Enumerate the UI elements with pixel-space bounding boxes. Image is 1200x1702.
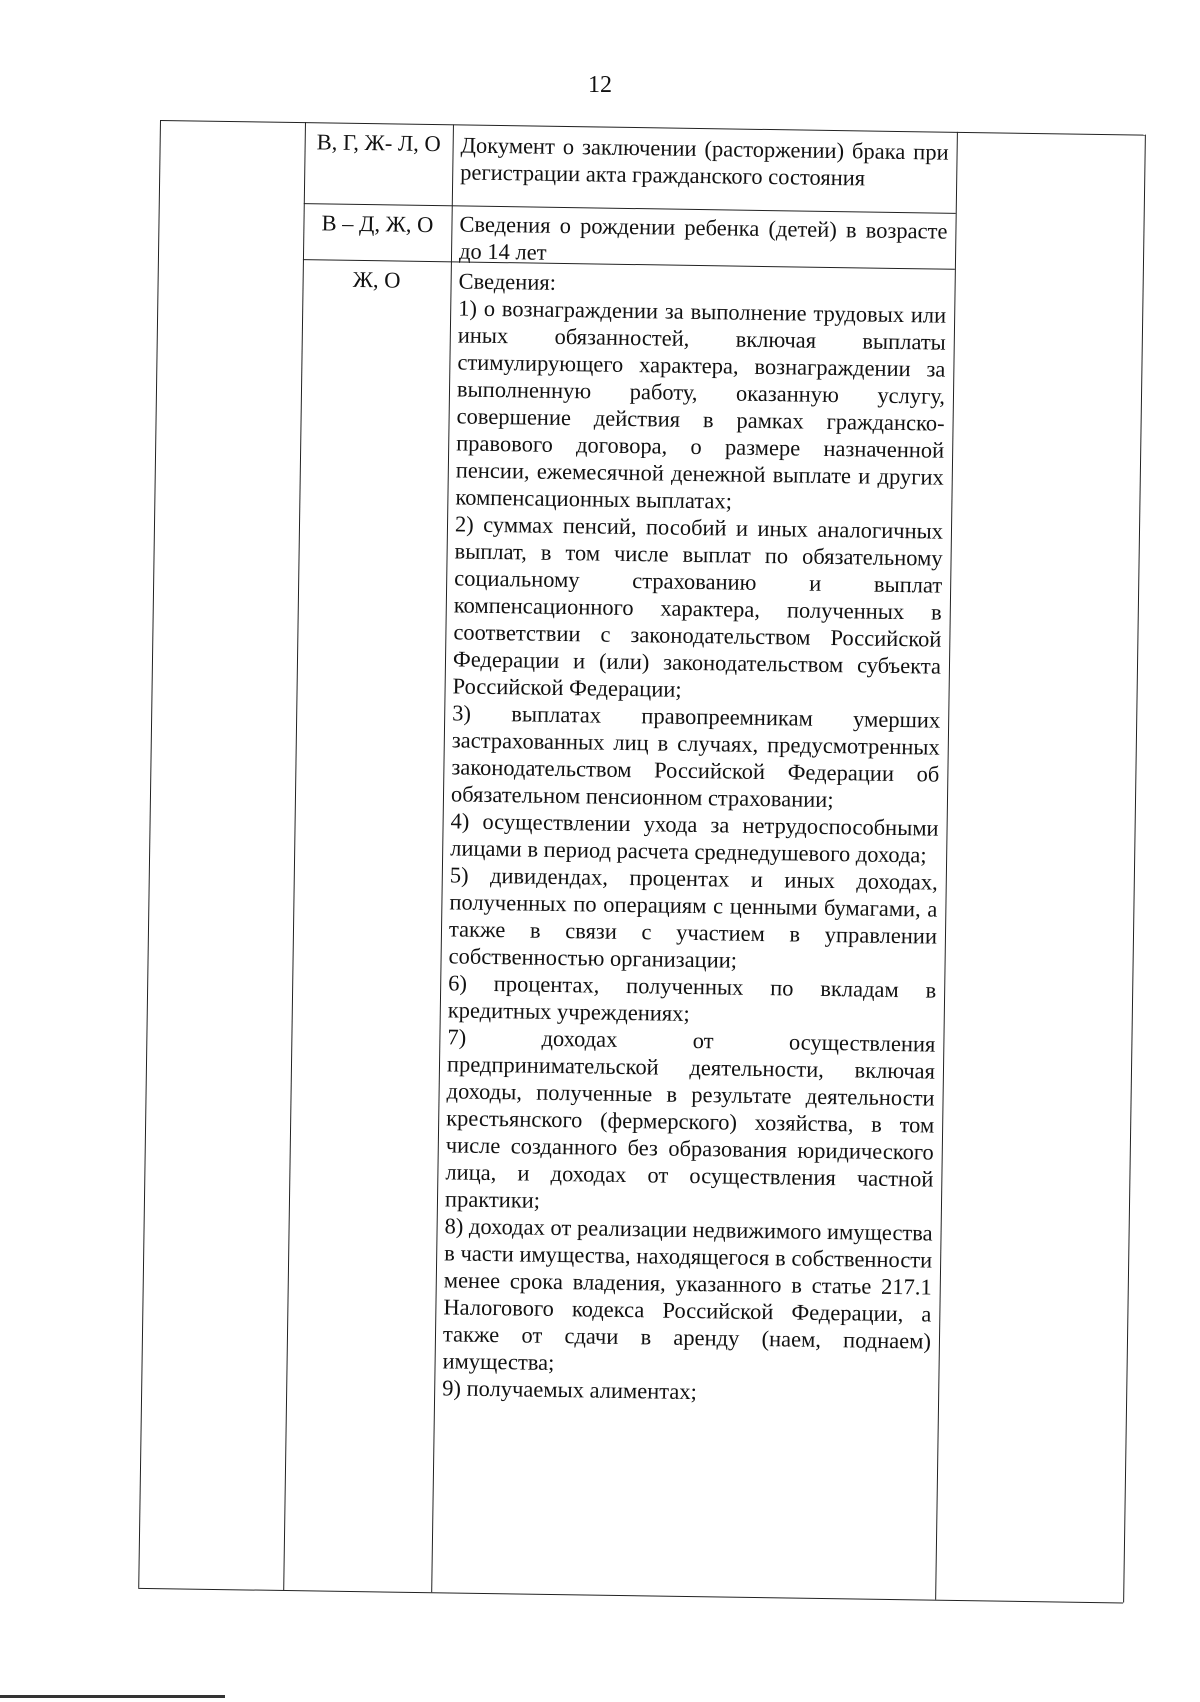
table-border-left xyxy=(138,120,161,1588)
table-border-bottom xyxy=(138,1588,1123,1604)
list-item: 1) о вознаграждении за выполнение трудовых или иных обязанностей, включая выплаты стимулирующего характера, вознаграждении за выполненную работу, оказанную услугу, совершение действия в рамках гражданско-правового договора, о размере назначенной пенсии, ежемесячной денежной выплате и других компенсационных выплатах; xyxy=(455,295,947,514)
row-1-description: Документ о заключении (расторжении) брака при регистрации акта гражданского состояния xyxy=(460,132,949,191)
row-2-codes: В – Д, Ж, О xyxy=(321,210,434,238)
page-number: 12 xyxy=(588,72,612,98)
document-table xyxy=(138,120,1145,1602)
list-item: 5) дивидендах, процентах и иных доходах, полученных по операциям с ценными бумагами, а также в связи с участием в управлении собственностью организации; xyxy=(448,862,938,973)
row-3-heading: Сведения: xyxy=(458,268,557,295)
row-2-description: Сведения о рождении ребенка (детей) в возрасте до 14 лет xyxy=(458,211,948,265)
list-item: 2) суммах пенсий, пособий и иных аналогичных выплат, в том числе выплат по обязательному социальному страхованию и выплат компенсационного характера, полученных в соответствии с законодательством Российской Федерации и (или) законодательством субъекта Российской Федерации; xyxy=(452,511,944,702)
column-divider-1 xyxy=(283,122,306,1590)
row-1-codes: В, Г, Ж- Л, О xyxy=(316,129,441,157)
list-item: 6) процентах, полученных по вкладам в кредитных учреждениях; xyxy=(447,970,937,1026)
list-item: 7) доходах от осуществления предпринимательской деятельности, включая доходы, полученные в результате деятельности крестьянского (фермерского) хозяйства, в том числе созданного без образования юридического лица, и доходах от осуществления частной практики; xyxy=(444,1024,936,1213)
table-border-right xyxy=(1123,135,1146,1603)
list-item: 8) доходах от реализации недвижимого имущества в части имущества, находящегося в собственности менее срока владения, указанного в статье 217.1 Налогового кодекса Российской Федерации, а также от сдачи в аренду (наем, поднаем) имущества; xyxy=(442,1213,933,1375)
table-border-top xyxy=(160,120,1145,136)
row-3-codes: Ж, О xyxy=(352,266,401,293)
list-item: 4) осуществлении ухода за нетрудоспособными лицами в период расчета среднедушевого дохода; xyxy=(450,808,939,868)
list-item: 9) получаемых алиментах; xyxy=(442,1375,698,1405)
row-3-description xyxy=(442,267,947,1408)
scan-edge-line xyxy=(0,1695,225,1698)
list-item: 3) выплатах правопреемникам умерших застрахованных лиц в случаях, предусмотренных законодательством Российской Федерации об обязательном пенсионном страховании; xyxy=(450,700,941,813)
